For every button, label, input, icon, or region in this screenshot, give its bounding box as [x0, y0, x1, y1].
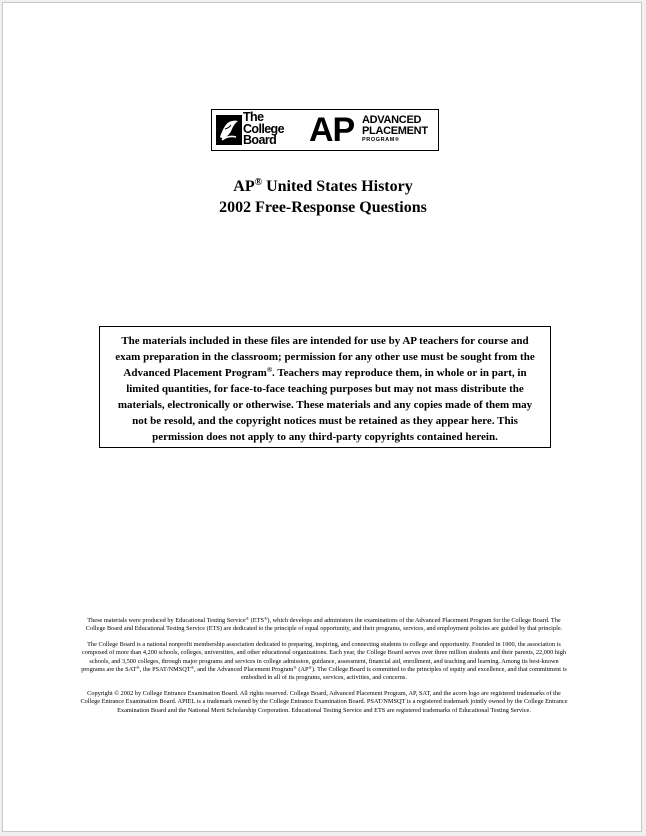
college-board-line: The [243, 110, 264, 124]
notice-text: The materials included in these files are intended for use by AP teachers for course and exam preparation in the classroom; permission for any other use must be sought from the Advanced Placement Program [115, 335, 535, 379]
footer-text: The College Board is a national nonprofit membership association dedicated to preparing, inspiring, and connecting students to college and opportunity. Founded in 1900, the association is composed of more than 4,200 schools, colleges, universities, and other educational organizations. Each year, the College Board serves over three million students and their parents, 22,000 high schools, and 3,500 colleges, through major programs and services in college admission, guidance, assessment, financial aid, enrollment, and teaching and learning. Among its best-known programs are the SAT [81, 640, 566, 674]
footer-paragraph [79, 617, 569, 634]
footer-text: (AP [296, 666, 309, 674]
footer-paragraph [79, 641, 569, 683]
footer-text: These materials were produced by Educational Testing Service [87, 617, 246, 624]
footer-paragraph: Copyright © 2002 by College Entrance Examination Board. All rights reserved. College Board, Advanced Placement Program, AP, SAT, and the acorn logo are registered trademarks of the College Entrance Examination Board. APIEL is a trademark owned by the College Entrance Examination Board. PSAT/NMSQT is a registered trademark jointly owned by the College Entrance Examination Board and the National Merit Scholarship Corporation. Educational Testing Service and ETS are registered trademarks of Educational Testing Service. [80, 689, 568, 714]
ap-wordmark: AP [309, 111, 355, 149]
ap-line: PLACEMENT [362, 125, 428, 137]
registered-mark: ® [254, 177, 263, 188]
college-board-line: Board [243, 133, 277, 147]
notice-text: . Teachers may reproduce them, in whole or in part, in limited quantities, for face-to-face teaching purposes but may not mass distribute the materials, electronically or otherwise. These materials and any copies made of them may not be resold, and the copyright notices must be retained as they appear here. This permission does not apply to any third-party copyrights contained herein. [117, 367, 533, 443]
college-board-line: College [243, 121, 284, 136]
document-page [2, 2, 642, 832]
footer-text: ). The College Board is committed to the principles of equity and excellence, and that commitment is embodied in all of its programs, services, activities, and concerns. [241, 666, 567, 682]
registered-mark: ® [293, 665, 297, 671]
footer-text: (ETS [249, 617, 264, 624]
footer-text: ), which develops and administers the examinations of the Advanced Placement Program for the College Board. The College Board and Educational Testing Service (ETS) are dedicated to the principle of equal opportunity, and their programs, services, and employment policies are guided by that principle. [85, 617, 563, 633]
registered-mark: ® [190, 665, 195, 671]
permission-notice [99, 326, 551, 448]
title-subject: United States History [262, 178, 413, 195]
registered-mark: ® [263, 616, 268, 621]
registered-mark: ® [308, 665, 312, 671]
ap-line: PROGRAM® [362, 137, 400, 143]
footer-text: , and the Advanced Placement Program [194, 666, 294, 674]
logo-box [211, 109, 439, 151]
acorn-logo-icon [216, 115, 242, 145]
title-ap: AP [233, 178, 255, 195]
advanced-placement-wordmark [362, 115, 428, 144]
title-subtitle: 2002 Free-Response Questions [219, 199, 427, 216]
ap-line: ADVANCED [362, 114, 422, 126]
page-title [3, 176, 643, 218]
footer-text: , the PSAT/NMSQT [139, 666, 191, 674]
college-board-wordmark [243, 112, 284, 147]
registered-mark: ® [136, 665, 140, 671]
registered-mark: ® [245, 616, 250, 621]
footer-legal [79, 617, 569, 722]
registered-mark: ® [266, 366, 273, 374]
